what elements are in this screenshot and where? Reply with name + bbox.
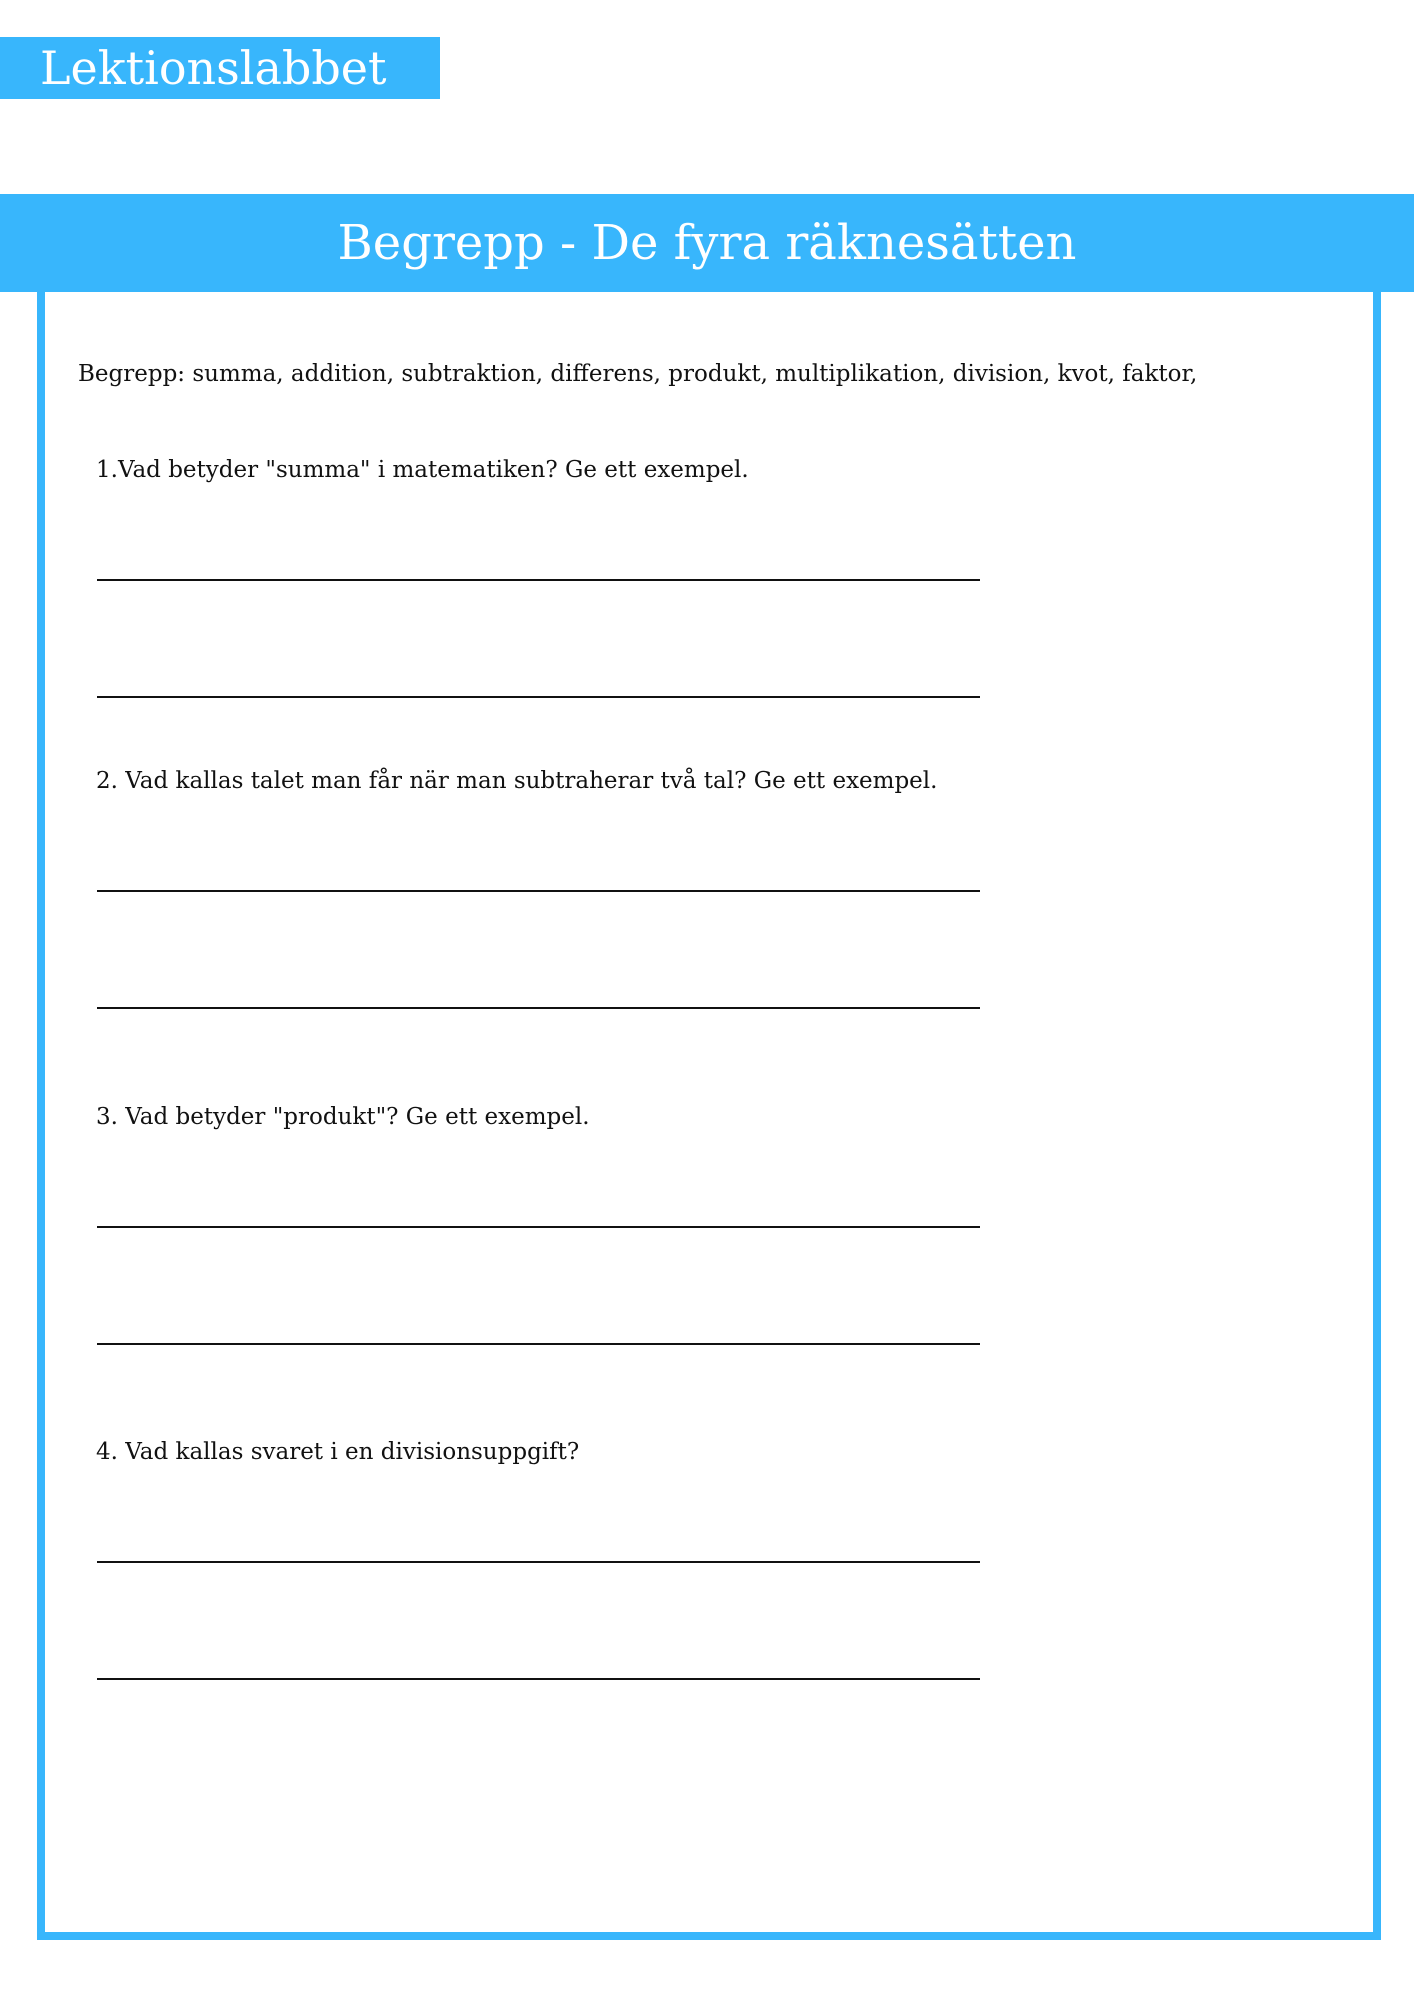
brand-logo: Lektionslabbet [0, 37, 440, 99]
answer-line-3a[interactable] [97, 1226, 980, 1228]
answer-line-4b[interactable] [97, 1678, 980, 1680]
answer-line-2b[interactable] [97, 1007, 980, 1009]
concepts-list: Begrepp: summa, addition, subtraktion, differens, produkt, multiplikation, division, kvot, faktor, [78, 361, 1198, 387]
question-1: 1.Vad betyder "summa" i matematiken? Ge ett exempel. [96, 457, 749, 483]
answer-line-4a[interactable] [97, 1561, 980, 1563]
answer-line-1a[interactable] [97, 579, 980, 581]
answer-line-3b[interactable] [97, 1343, 980, 1345]
question-3: 3. Vad betyder "produkt"? Ge ett exempel. [96, 1104, 590, 1130]
question-2: 2. Vad kallas talet man får när man subtraherar två tal? Ge ett exempel. [96, 768, 938, 794]
page-title: Begrepp - De fyra räknesätten [0, 194, 1414, 292]
answer-line-2a[interactable] [97, 890, 980, 892]
answer-line-1b[interactable] [97, 696, 980, 698]
question-4: 4. Vad kallas svaret i en divisionsuppgift? [96, 1439, 580, 1465]
